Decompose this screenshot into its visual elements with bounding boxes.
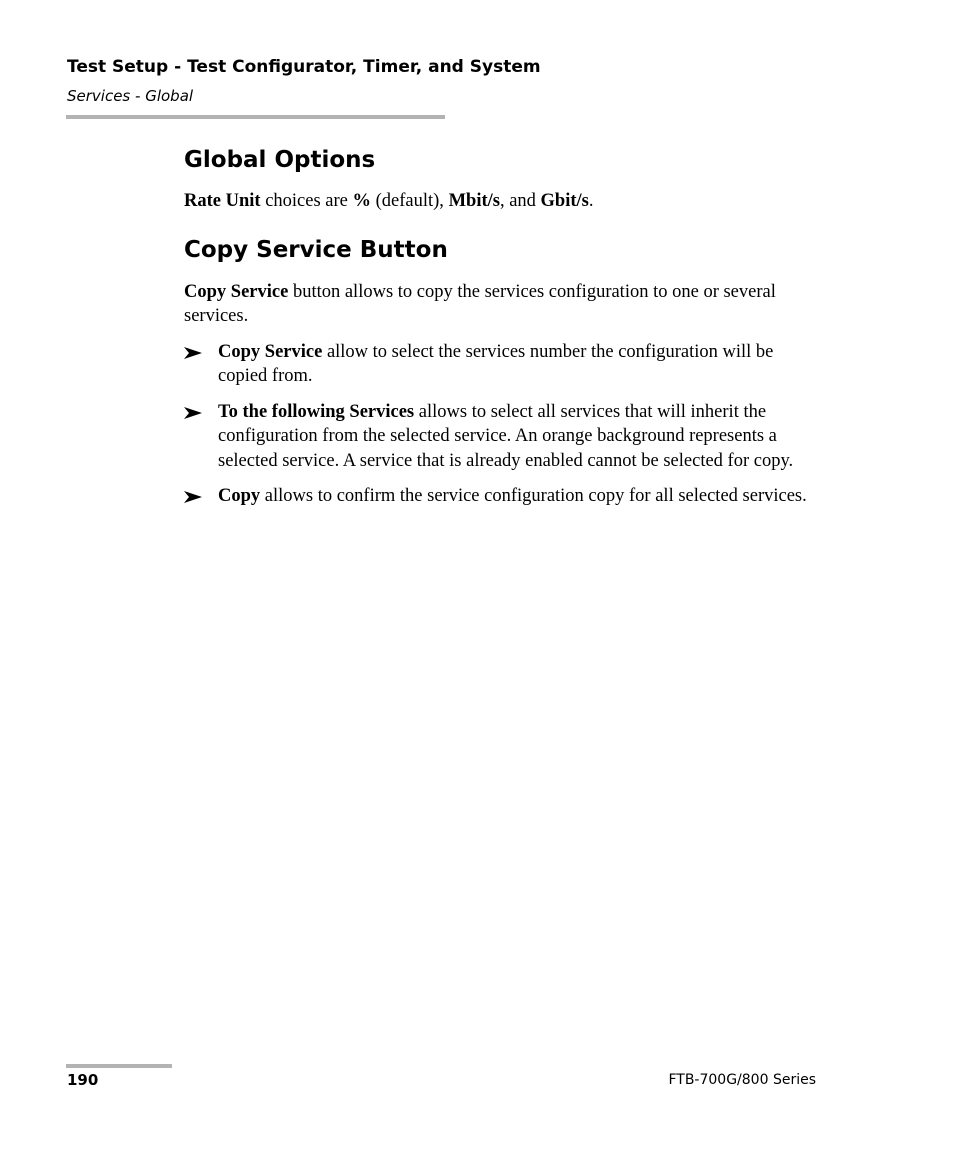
list-item (184, 400, 824, 474)
list-item-term: Copy Service (218, 341, 323, 362)
list-item-text: allows to confirm the service configuration copy for all selected services. (260, 486, 807, 506)
copy-service-intro (184, 280, 824, 329)
list-item (184, 484, 824, 509)
percent-option: % (352, 191, 371, 211)
running-header-subtitle: Services - Global (67, 87, 194, 105)
page-content (184, 142, 824, 520)
copy-service-term: Copy Service (184, 281, 289, 302)
page-number: 190 (67, 1071, 99, 1089)
global-options-heading: Global Options (184, 147, 376, 173)
default-text: (default), (371, 191, 449, 211)
list-item-term: Copy (218, 486, 261, 506)
product-series: FTB-700G/800 Series (668, 1072, 816, 1088)
copy-service-intro-text: button allows to copy the services configuration to one or several services. (184, 281, 776, 326)
arrow-bullet-icon (184, 347, 202, 359)
rate-unit-term: Rate Unit (184, 191, 261, 211)
mbit-option: Mbit/s (448, 191, 500, 211)
list-item-text: allows to select all services that will inherit the configuration from the selected service. An orange background represents a selected service. A service that is already enabled cannot be selected for copy. (218, 401, 794, 471)
arrow-bullet-icon (184, 491, 202, 503)
arrow-bullet-icon (184, 407, 202, 419)
period-text: . (588, 191, 594, 211)
and-text: , and (499, 191, 541, 211)
header-rule (66, 115, 445, 119)
list-item-text: allow to select the services number the configuration will be copied from. (218, 341, 774, 386)
list-item-term: To the following Services (218, 401, 415, 422)
copy-service-list (184, 340, 824, 509)
gbit-option: Gbit/s (540, 191, 589, 211)
running-header-title: Test Setup - Test Configurator, Timer, and System (67, 57, 541, 77)
choices-text: choices are (260, 191, 353, 211)
list-item (184, 340, 824, 389)
rate-unit-paragraph (184, 189, 824, 214)
footer-rule (66, 1064, 172, 1068)
copy-service-heading: Copy Service Button (184, 236, 448, 263)
